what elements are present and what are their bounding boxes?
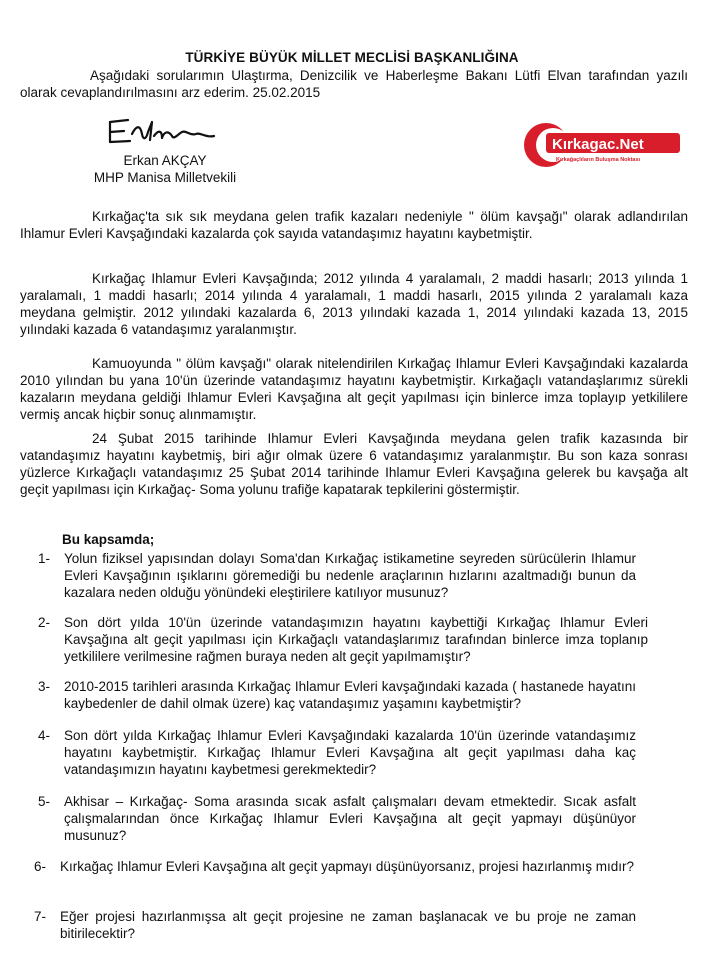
question-text: Akhisar – Kırkağaç- Soma arasında sıcak asfalt çalışmaları devam etmektedir. Sıcak asfalt çalışmalarından önce Kırkağaç Ihlamur Evleri Kavşağına alt geçit yapmayı düşünüyor musunuz? (64, 794, 636, 843)
question-5 (38, 793, 636, 844)
intro-text: Aşağıdaki sorularımın Ulaştırma, Denizcilik ve Haberleşme Bakanı Lütfi Elvan tarafından yazılı olarak cevaplandırılmasını arz ederim. 25.02.2015 (20, 68, 688, 100)
paragraph-1: Kırkağaç'ta sık sık meydana gelen trafik kazaları nedeniyle " ölüm kavşağı" olarak adlandırılan Ihlamur Evleri Kavşağındaki kazalarda çok sayıda vatandaşımız hayatını kaybetmiştir. (20, 209, 688, 241)
handwritten-signature (102, 112, 222, 152)
svg-text:Kırkagac.Net: Kırkagac.Net (552, 136, 644, 153)
kirkagac-net-logo (522, 120, 682, 170)
intro-paragraph (20, 67, 688, 101)
question-number: 2- (38, 615, 51, 630)
subheading: Bu kapsamda; (62, 532, 155, 547)
question-4 (38, 727, 636, 778)
paragraph-3: Kamuoyunda " ölüm kavşağı" olarak nitelendirilen Kırkağaç Ihlamur Evleri Kavşağındaki kazalarda 2010 yılından bu yana 10'ün üzerinde vatandaşımız hayatını kaybetmiştir. Kırkağaçlı vatandaşlarımız sürekli kazaların meydana geldiği Ihlamur Evleri Kavşağına alt geçit yapılması için binlerce imza toplayıp yetkililere vermiş ancak hiçbir sonuç alınmamıştır. (20, 356, 688, 422)
question-number: 4- (38, 728, 51, 743)
svg-text:Kırkağaçlıların Buluşma Noktas: Kırkağaçlıların Buluşma Noktası (556, 157, 641, 163)
paragraph-4: 24 Şubat 2015 tarihinde Ihlamur Evleri Kavşağında meydana gelen trafik kazasında bir vatandaşımız hayatını kaybetmiş, biri ağır olmak üzere 6 vatandaşımız yaralanmıştır. Bu son kaza sonrası yüzlerce Kırkağaçlı vatandaşımız 25 Şubat 2014 tarihinde Ihlamur Evleri Kavşağına gelerek bu kavşağa alt geçit yapılması için Kırkağaç- Soma yolunu trafiğe kapatarak tepkilerini göstermiştir. (20, 431, 688, 497)
question-text: Son dört yılda Kırkağaç Ihlamur Evleri Kavşağındaki kazalarda 10'ün üzerinde vatandaşımız hayatını kaybetmiştir. Kırkağaç Ihlamur Evleri Kavşağına alt geçit yapılması daha kaç vatandaşımızın hayatını kaybetmesi gerekmektedir? (64, 728, 636, 777)
paragraph-2: Kırkağaç Ihlamur Evleri Kavşağında; 2012 yılında 4 yaralamalı, 2 maddi hasarlı; 2013 yılında 1 yaralamalı, 1 maddi hasarlı; 2014 yılında 4 yaralamalı, 1 maddi hasarlı, 2015 yılında 2 yaralamalı kaza meydana gelmiştir. 2012 yılındaki kazalarda 6, 2013 yılındaki kazada 1, 2014 yılındaki kazada 13, 2015 yılındaki kazada 6 vatandaşımız yaralanmıştır. (20, 271, 688, 337)
question-2 (38, 614, 648, 665)
question-text: Son dört yılda 10'ün üzerinde vatandaşımızın hayatını kaybettiği Kırkağaç Ihlamur Evleri Kavşağına alt geçit yapılması için Kırkağaçlı vatandaşlarımız tarafından binlerce imza toplanıp yetkililere verilmesine rağmen buraya neden alt geçit yapılmamıştır? (64, 615, 648, 664)
question-3 (38, 678, 636, 712)
question-text: Yolun fiziksel yapısından dolayı Soma'dan Kırkağaç istikametine seyreden sürücülerin Ihlamur Evleri Kavşağının ışıklarını göremediği bu nedenle araçlarının hızlarını azaltmadığı bunun da kazalara neden olduğu yönündeki eleştirilere katılıyor musunuz? (64, 551, 636, 600)
question-number: 5- (38, 794, 51, 809)
question-number: 3- (38, 679, 51, 694)
question-6 (34, 858, 636, 875)
question-number: 7- (34, 909, 47, 924)
signature-block (70, 152, 260, 186)
question-number: 1- (38, 551, 51, 566)
signatory-name: Erkan AKÇAY (123, 153, 207, 168)
question-1 (38, 550, 636, 601)
question-text: Kırkağaç Ihlamur Evleri Kavşağına alt geçit yapmayı düşünüyorsanız, projesi hazırlanmış mıdır? (60, 859, 635, 874)
question-text: Eğer projesi hazırlanmışsa alt geçit projesine ne zaman başlanacak ve bu proje ne zaman bitirilecektir? (60, 909, 636, 941)
question-text: 2010-2015 tarihleri arasında Kırkağaç Ihlamur Evleri kavşağındaki kazada ( hastanede hayatını kaybedenler de dahil olmak üzere) kaç vatandaşımız yaşamını kaybetmiştir? (64, 679, 636, 711)
signatory-position: MHP Manisa Milletvekili (93, 170, 237, 185)
question-7 (34, 908, 636, 942)
question-number: 6- (34, 859, 47, 874)
document-title: TÜRKİYE BÜYÜK MİLLET MECLİSİ BAŞKANLIĞINA (185, 50, 519, 65)
